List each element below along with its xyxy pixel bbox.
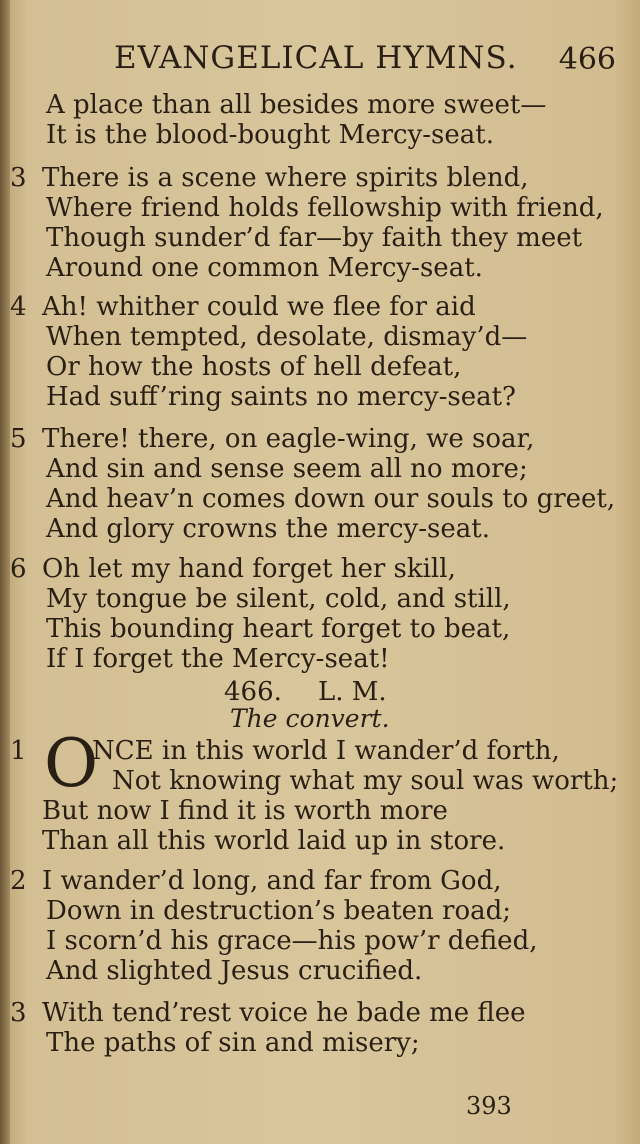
verse-line: And glory crowns the mercy-seat. bbox=[46, 514, 490, 544]
verse-line: 2 I wander’d long, and far from God, bbox=[10, 866, 502, 896]
stanza-number: 3 bbox=[10, 998, 27, 1028]
verse-line: 3 With tend’rest voice he bade me flee bbox=[10, 998, 526, 1028]
verse-line: Or how the hosts of hell defeat, bbox=[46, 352, 462, 382]
verse-line: And slighted Jesus crucified. bbox=[46, 956, 423, 986]
hymn-subtitle: The convert. bbox=[230, 704, 390, 733]
stanza-number: 4 bbox=[10, 292, 27, 322]
verse-line: The paths of sin and misery; bbox=[46, 1028, 420, 1058]
stanza-number: 3 bbox=[10, 163, 27, 193]
verse-line: My tongue be silent, cold, and still, bbox=[46, 584, 511, 614]
verse-line: And heav’n comes down our souls to greet, bbox=[46, 484, 616, 514]
verse-line: But now I find it is worth more bbox=[42, 796, 448, 826]
verse-line: This bounding heart forget to beat, bbox=[46, 614, 511, 644]
verse-line: 1 NCE in this world I wander’d forth, bbox=[10, 736, 560, 766]
verse-line: When tempted, desolate, dismay’d— bbox=[46, 322, 528, 352]
verse-line: Down in destruction’s beaten road; bbox=[46, 896, 512, 926]
signature-mark: 393 bbox=[466, 1092, 512, 1120]
verse-line: Though sunder’d far—by faith they meet bbox=[46, 223, 583, 253]
verse-line: Where friend holds fellowship with friend, bbox=[46, 193, 604, 223]
verse-line: 3 There is a scene where spirits blend, bbox=[10, 163, 529, 193]
verse-line: 4 Ah! whither could we flee for aid bbox=[10, 292, 476, 322]
verse-line: Than all this world laid up in store. bbox=[42, 826, 506, 856]
stanza-number: 2 bbox=[10, 866, 27, 896]
verse-line: If I forget the Mercy-seat! bbox=[46, 644, 390, 674]
drop-cap: O bbox=[44, 725, 99, 802]
verse-line: A place than all besides more sweet— bbox=[46, 90, 547, 120]
page-number: 466 bbox=[558, 42, 616, 77]
verse-line: Had suff’ring saints no mercy-seat? bbox=[46, 382, 516, 412]
verse-line: Not knowing what my soul was worth; bbox=[112, 766, 619, 796]
verse-line: It is the blood-bought Mercy-seat. bbox=[46, 120, 495, 150]
stanza-number: 1 bbox=[10, 736, 27, 766]
verse-line: I scorn’d his grace—his pow’r defied, bbox=[46, 926, 538, 956]
hymn-meter: L. M. bbox=[318, 677, 387, 707]
hymn-number: 466. bbox=[224, 677, 282, 707]
stanza-number: 5 bbox=[10, 424, 27, 454]
verse-line: And sin and sense seem all no more; bbox=[46, 454, 528, 484]
stanza-number: 6 bbox=[10, 554, 27, 584]
verse-line: Around one common Mercy-seat. bbox=[46, 253, 483, 283]
verse-line: 6 Oh let my hand forget her skill, bbox=[10, 554, 456, 584]
verse-line: 5 There! there, on eagle-wing, we soar, bbox=[10, 424, 535, 454]
page-header bbox=[0, 40, 640, 84]
running-title: EVANGELICAL HYMNS. bbox=[114, 40, 518, 76]
